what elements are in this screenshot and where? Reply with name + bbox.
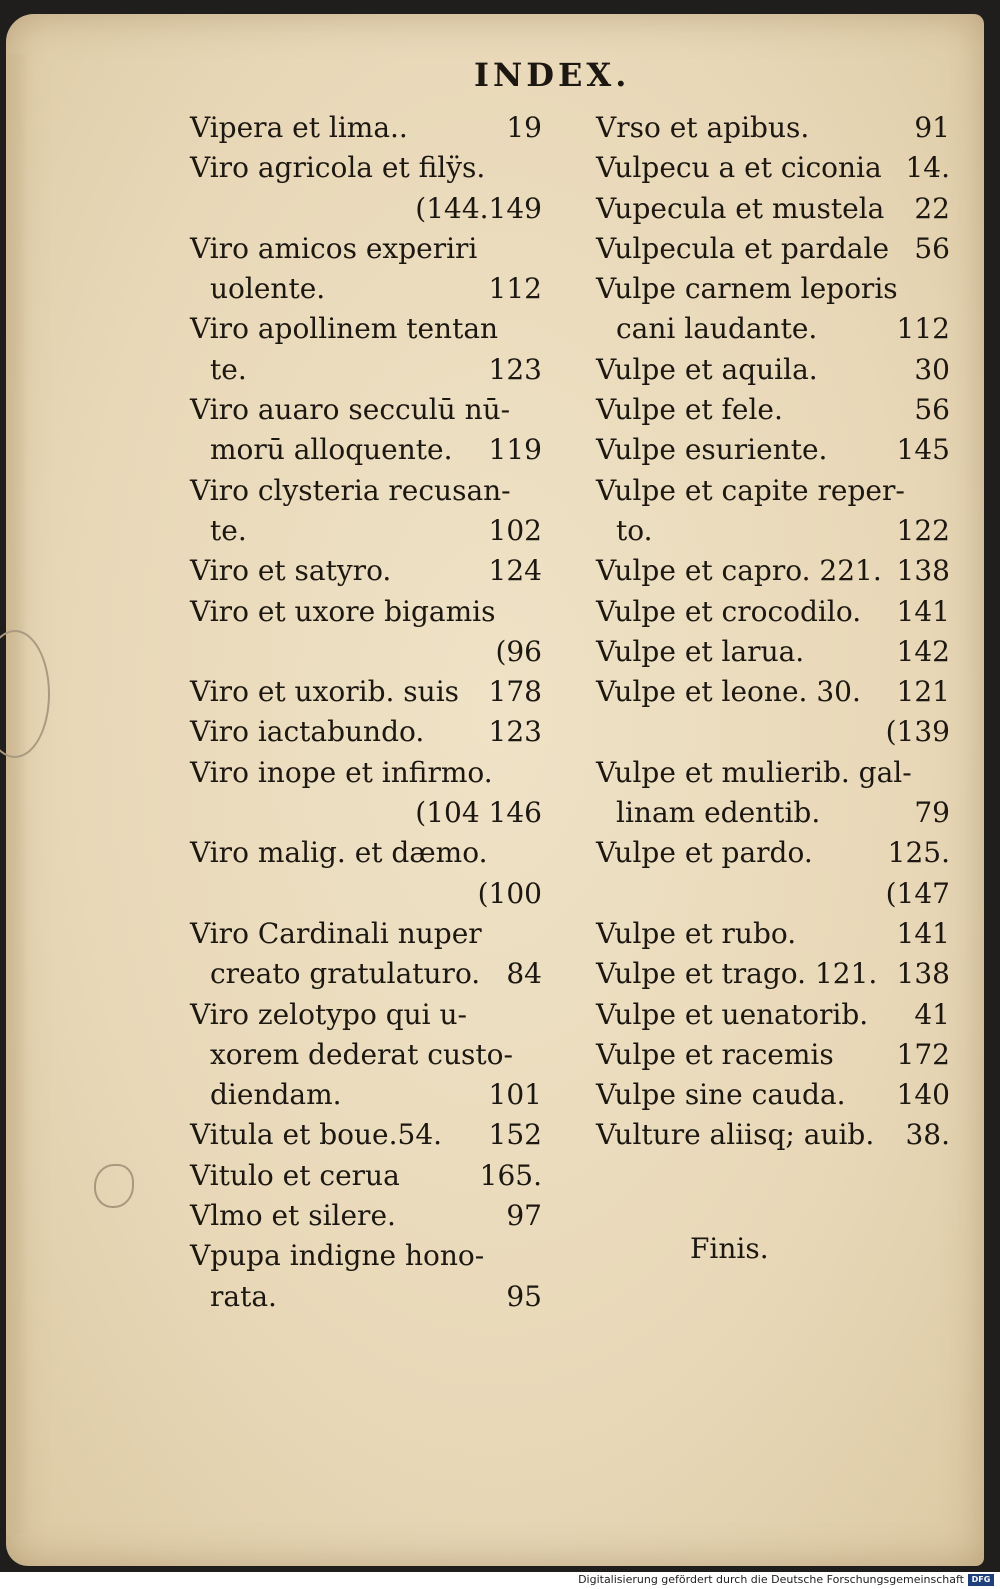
entry-title: Viro apollinem tentan <box>190 312 499 346</box>
entry-title: Viro clysteria recusan- <box>190 473 511 507</box>
index-entry <box>596 995 950 1035</box>
index-entry <box>190 833 542 873</box>
index-entry <box>190 108 542 148</box>
index-entry <box>190 793 542 833</box>
index-entry <box>190 148 542 188</box>
entry-title: Vulpe et aquila. <box>596 352 818 386</box>
entry-title: Vulpe et crocodilo. <box>596 594 862 628</box>
footer-bar <box>0 1572 1000 1589</box>
index-entry <box>190 471 542 511</box>
entry-page-number: 112 <box>896 312 950 346</box>
index-entry <box>190 954 542 994</box>
index-entry <box>596 592 950 632</box>
entry-title: Viro Cardinali nuper <box>190 916 482 950</box>
entry-title: te. <box>210 513 247 547</box>
index-entry <box>190 511 542 551</box>
funding-credit: Digitalisierung gefördert durch die Deutsche Forschungsgemeinschaft <box>578 1573 964 1586</box>
entry-page-number: 141 <box>896 916 950 950</box>
index-entry <box>596 1075 950 1115</box>
index-entry <box>596 954 950 994</box>
index-entry <box>596 108 950 148</box>
entry-page-number: 56 <box>914 393 950 427</box>
entry-page-number: 101 <box>488 1078 542 1112</box>
entry-page-number: 152 <box>488 1118 542 1152</box>
index-entry <box>190 592 542 632</box>
index-entry <box>190 712 542 752</box>
index-entry <box>190 914 542 954</box>
entry-title: Vulpecula et pardale <box>596 231 890 265</box>
index-entry <box>596 471 950 511</box>
entry-title: diendam. <box>210 1078 342 1112</box>
entry-title: Vpupa indigne hono- <box>190 1239 485 1273</box>
entry-title: Vulpe esuriente. <box>596 433 828 467</box>
entry-title: (144.149 <box>415 191 542 225</box>
entry-title: Viro zelotypo qui u- <box>190 997 468 1031</box>
entry-title: Vulpe et capite reper- <box>596 473 905 507</box>
entry-page-number: 140 <box>896 1078 950 1112</box>
entry-page-number: 91 <box>914 111 950 144</box>
index-entry <box>596 874 950 914</box>
index-entry <box>190 390 542 430</box>
entry-page-number: 122 <box>896 513 950 547</box>
entry-title: Vulpe et trago. 121. <box>596 957 878 991</box>
entry-page-number: 30 <box>914 352 950 386</box>
index-entry <box>190 1277 542 1317</box>
index-entry <box>596 833 950 873</box>
index-entry <box>190 430 542 470</box>
index-entry <box>596 793 950 833</box>
index-entry <box>190 309 542 349</box>
entry-title: Vulpe et capro. 221. <box>596 554 882 588</box>
entry-title: cani laudante. <box>616 312 818 346</box>
index-entry <box>190 189 542 229</box>
entry-page-number: 14. <box>905 151 950 185</box>
entry-title: Vulture aliisq; auib. <box>596 1118 875 1152</box>
index-entry <box>190 1196 542 1236</box>
entry-title: rata. <box>210 1279 277 1313</box>
entry-title: Vrso et apibus. <box>596 111 810 144</box>
entry-title: linam edentib. <box>616 796 821 830</box>
entry-page-number: 41 <box>914 997 950 1031</box>
index-entry <box>596 1035 950 1075</box>
entry-page-number: 79 <box>914 796 950 830</box>
entry-title: te. <box>210 352 247 386</box>
entry-title: (100 <box>477 876 542 910</box>
entry-page-number: 95 <box>506 1279 542 1313</box>
index-entry <box>596 753 950 793</box>
index-entry <box>190 1156 542 1196</box>
entry-title: Vulpe et rubo. <box>596 916 797 950</box>
entry-title: Vulpe et mulierib. gal- <box>596 755 912 789</box>
entry-page-number: 123 <box>488 715 542 749</box>
entry-title: to. <box>616 513 653 547</box>
entry-title: Vipera et lima.. <box>190 111 408 144</box>
index-entry <box>596 712 950 752</box>
index-entry <box>190 1115 542 1155</box>
entry-title: xorem dederat custo- <box>210 1037 513 1071</box>
entry-title: Vulpe et fele. <box>596 393 783 427</box>
entry-title: uolente. <box>210 272 326 306</box>
index-entry <box>596 511 950 551</box>
entry-title: Vulpe et leone. 30. <box>596 675 861 709</box>
entry-page-number: 172 <box>896 1037 950 1071</box>
entry-title: creato gratulaturo. <box>210 957 481 991</box>
entry-title: (96 <box>495 634 542 668</box>
entry-page-number: 38. <box>905 1118 950 1152</box>
ink-stain <box>94 1164 134 1208</box>
entry-title: Vulpe et pardo. <box>596 836 813 870</box>
index-entry <box>190 1075 542 1115</box>
index-entry <box>190 229 542 269</box>
index-entry <box>596 430 950 470</box>
entry-title: Vulpe sine cauda. <box>596 1078 846 1112</box>
entry-title: (147 <box>885 876 950 910</box>
entry-page-number: 138 <box>896 554 950 588</box>
entry-title: Viro malig. et dæmo. <box>190 836 488 870</box>
index-entry <box>596 632 950 672</box>
entry-page-number: 102 <box>488 513 542 547</box>
index-entry <box>190 672 542 712</box>
index-entry <box>596 914 950 954</box>
index-entry <box>190 1236 542 1276</box>
entry-title: Vulpe et uenatorib. <box>596 997 869 1031</box>
entry-title: Vitulo et cerua <box>190 1158 400 1192</box>
index-entry <box>596 269 950 309</box>
entry-page-number: 124 <box>488 554 542 588</box>
entry-title: (104 146 <box>415 796 542 830</box>
index-entry <box>190 350 542 390</box>
entry-page-number: 165. <box>479 1158 542 1192</box>
index-entry <box>596 390 950 430</box>
ring-stain <box>0 630 50 758</box>
index-entry <box>596 309 950 349</box>
index-entry <box>596 672 950 712</box>
entry-title: Vlmo et silere. <box>190 1199 396 1233</box>
entry-title: Viro inope et infirmo. <box>190 755 493 789</box>
index-entry <box>190 995 542 1035</box>
index-entry <box>190 874 542 914</box>
entry-page-number: 141 <box>896 594 950 628</box>
entry-title: Viro et satyro. <box>190 554 392 588</box>
entry-title: morū alloquente. <box>210 433 453 467</box>
entry-page-number: 56 <box>914 231 950 265</box>
entry-page-number: 112 <box>488 272 542 306</box>
entry-title: Viro iactabundo. <box>190 715 425 749</box>
index-entry <box>596 551 950 591</box>
index-column-right <box>596 108 950 1156</box>
entry-title: Viro et uxore bigamis <box>190 594 496 628</box>
entry-title: Vulpe et racemis <box>596 1037 834 1071</box>
page-edge-shadow <box>6 54 28 1534</box>
entry-title: Viro amicos experiri <box>190 231 478 265</box>
entry-title: Vulpe et larua. <box>596 634 805 668</box>
entry-title: Viro et uxorib. suis <box>190 675 460 709</box>
index-entry <box>190 753 542 793</box>
index-entry <box>596 1115 950 1155</box>
entry-title: Vupecula et mustela <box>596 191 885 225</box>
index-entry <box>190 551 542 591</box>
entry-page-number: 138 <box>896 957 950 991</box>
entry-page-number: 119 <box>488 433 542 467</box>
entry-title: Viro agricola et filÿs. <box>190 151 486 185</box>
page-heading: INDEX. <box>474 56 631 94</box>
index-entry <box>596 350 950 390</box>
entry-title: Vulpecu a et ciconia <box>596 151 882 185</box>
entry-page-number: 145 <box>896 433 950 467</box>
entry-page-number: 19 <box>506 111 542 144</box>
entry-page-number: 121 <box>896 675 950 709</box>
entry-title: (139 <box>885 715 950 749</box>
entry-title: Viro auaro secculū nū- <box>190 393 511 427</box>
entry-page-number: 178 <box>488 675 542 709</box>
entry-title: Vitula et boue.54. <box>190 1118 443 1152</box>
entry-title: Vulpe carnem leporis <box>596 272 898 306</box>
closing-word: Finis. <box>690 1232 769 1265</box>
index-column-left <box>190 108 542 1317</box>
dfg-logo-icon: DFG <box>968 1574 994 1586</box>
entry-page-number: 125. <box>887 836 950 870</box>
index-entry <box>190 1035 542 1075</box>
index-entry <box>190 632 542 672</box>
index-entry <box>190 269 542 309</box>
entry-page-number: 97 <box>506 1199 542 1233</box>
index-entry <box>596 189 950 229</box>
entry-page-number: 84 <box>506 957 542 991</box>
entry-page-number: 123 <box>488 352 542 386</box>
entry-page-number: 142 <box>896 634 950 668</box>
index-entry <box>596 229 950 269</box>
index-entry <box>596 148 950 188</box>
entry-page-number: 22 <box>914 191 950 225</box>
